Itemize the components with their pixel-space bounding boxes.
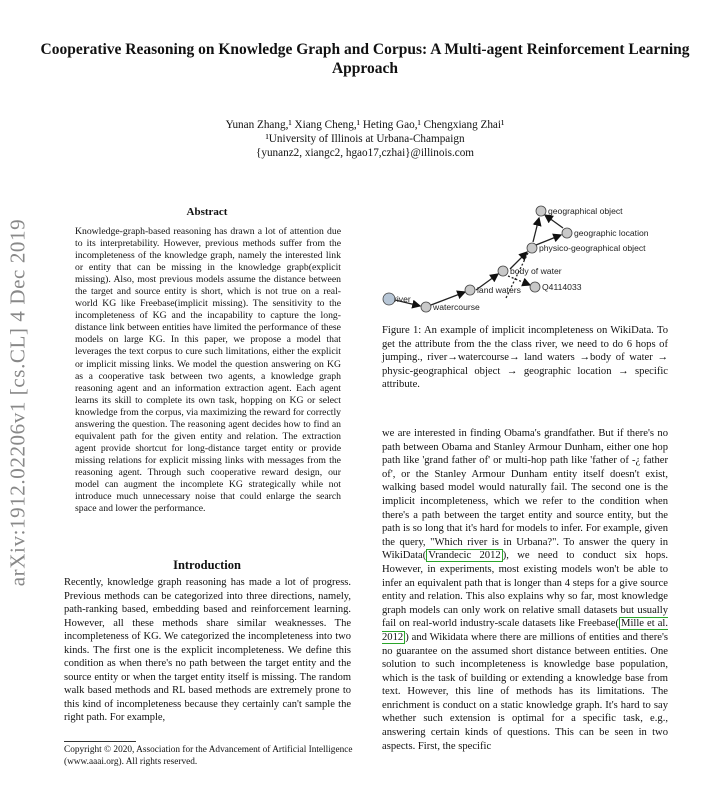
paragraph-part-3: ) and Wikidata where there are millions of entities and there's no guarantee on the assumed short distance between entities. One solution to such incompleteness is knowledge base population, which is the task of building or extending a knowledge base from text. However, this line of methods has its limitations. The enrichment is conduct on a static knowledge graph. It's hard to say whether such extension is optimal for a specific task, e.g., answering certain kinds of questions. This can be seen in two aspects. First, the specific xyxy=(382,631,668,752)
node-body-of-water xyxy=(498,266,508,276)
author-names: Yunan Zhang,¹ Xiang Cheng,¹ Heting Gao,¹ Chengxiang Zhai¹ xyxy=(225,119,505,131)
label-physico-geographical-object: physico-geographical object xyxy=(539,243,646,253)
node-geographical-object xyxy=(536,206,546,216)
author-block xyxy=(40,118,690,160)
knowledge-graph-diagram xyxy=(378,198,678,318)
arxiv-sidebar xyxy=(5,190,34,610)
copyright-notice: Copyright © 2020, Association for the Advancement of Artificial Intelligence (www.aaai.org). All rights reserved. xyxy=(64,745,353,767)
graph-nodes xyxy=(383,206,572,312)
edge-geographic-location-geographical-object xyxy=(545,215,563,228)
author-affiliation: ¹University of Illinois at Urbana-Champaign xyxy=(265,133,465,145)
paragraph-part-2: ), we need to conduct six hops. However, in experiments, most existing models won't be able to infer an equivalent path that is longer than 4 steps for a give source entity and relation. This also explains why so far, most knowledge graph models can only work on relative small datasets but usually fail on real-world industry-scale datasets like Freebase( xyxy=(382,550,668,630)
figure-1 xyxy=(378,198,678,318)
introduction-heading: Introduction xyxy=(173,558,241,572)
label-geographical-object: geographical object xyxy=(548,206,623,216)
label-land-waters: land waters xyxy=(477,285,521,295)
label-river: river xyxy=(394,294,411,304)
citation-link-mille[interactable]: Mille et al. 2012 xyxy=(382,618,668,643)
graph-labels xyxy=(394,206,649,312)
node-geographic-location xyxy=(562,228,572,238)
footnote-rule xyxy=(64,741,136,742)
author-emails: {yunanz2, xiangc2, hgao17,czhai}@illinois.com xyxy=(255,147,474,159)
label-watercourse: watercourse xyxy=(433,302,480,312)
label-body-of-water: body of water xyxy=(510,266,562,276)
paper-title: Cooperative Reasoning on Knowledge Graph and Corpus: A Multi-agent Reinforcement Learning Approach xyxy=(40,41,690,77)
node-physico-geographical-object xyxy=(527,243,537,253)
edge-physico-geographical-object xyxy=(533,218,539,242)
right-column-text xyxy=(382,427,668,753)
figure-caption: Figure 1: An example of implicit incompleteness on WikiData. To get the attribute from the the class river, we need to do 6 hops of jumping., river→watercourse→ land waters →body of water → physic-geographical object → geographic location → specific attribute. xyxy=(382,325,668,391)
node-q4114033 xyxy=(530,282,540,292)
label-q4114033: Q4114033 xyxy=(542,282,582,292)
abstract-heading: Abstract xyxy=(186,206,228,218)
node-watercourse xyxy=(421,302,431,312)
arxiv-identifier: arXiv:1912.02206v1 [cs.CL] 4 Dec 2019 xyxy=(5,218,30,587)
citation-link-vrandecic[interactable]: Vrandecic 2012 xyxy=(428,550,501,562)
node-land-waters xyxy=(465,285,475,295)
abstract-text: Knowledge-graph-based reasoning has drawn a lot of attention due to its interpretability. However, previous methods suffer from the incompleteness of the knowledge graph, namely the interested link or entity that can be missing in the knowledge grapb(explicit missing). Also, most previous models assume the distance between the target and source entity is short, which is not true on a real-world KG like Freebase(implicit missing). The sensitivity to the incompleteness of KG and the incapability to capture the long-distance link between entities have limited the performance of these models on large KG. In this paper, we propose a model that leverages the text corpus to cure such limitations, either the explicit or implicit missing links. We model the question answering on KG as a cooperative task between two agents, a knowledge graph reasoning agent and an information extraction agent. Each agent learns its skill to complete its own task, hopping on KG or select knowledge from the corpus, via maximizing the reward for correctly answering the question. The reasoning agent decides how to find an equivalent path for the given entity and relation. The extraction agent provide shortcut for long-distance target entity or provide missing relations for explicit missing links with messages from the reasoning agent. Through such cooperative reward design, our model can augment the incomplete KG strategically while not introduce much unnecessary noise that could enlarge the search space and lower the performance. xyxy=(75,226,341,515)
paragraph-part-1: we are interested in finding Obama's grandfather. But if there's no path between Obama and Stanley Armour Dunham, either one hop path like 'grand father of' or multi-hop path like 'father of -¿ father of', or the Stanley Armour Dunham entity itself doesn't exist, walking based model would naturally fail. The second one is the implicit incompleteness, which we refer to the condition when there's a path between the target entity and source entity, but the path is so long that it's hard for models to infer. For example, given the query, "Which river is in Urbana?". To answer the query in WikiData( xyxy=(382,428,668,562)
introduction-text: Recently, knowledge graph reasoning has made a lot of progress. Previous methods can be categorized into three directions, namely, path-ranking based, embedding based and reinforcement learning. However, all these methods share similar weaknesses. The incompleteness of KG. We categorized the incompleteness into two kinds. The first one is the explicit incompleteness. We define this condition as when there's no path between the target entity and the source entity or when the target entity itself is missing. The random walk based methods and RL based methods are extremely prone to this kind of incompleteness because they certainly can't sample the right path. For example, xyxy=(64,577,351,723)
label-geographic-location: geographic location xyxy=(574,228,649,238)
edge-body-of-water-q4114033 xyxy=(508,276,530,285)
